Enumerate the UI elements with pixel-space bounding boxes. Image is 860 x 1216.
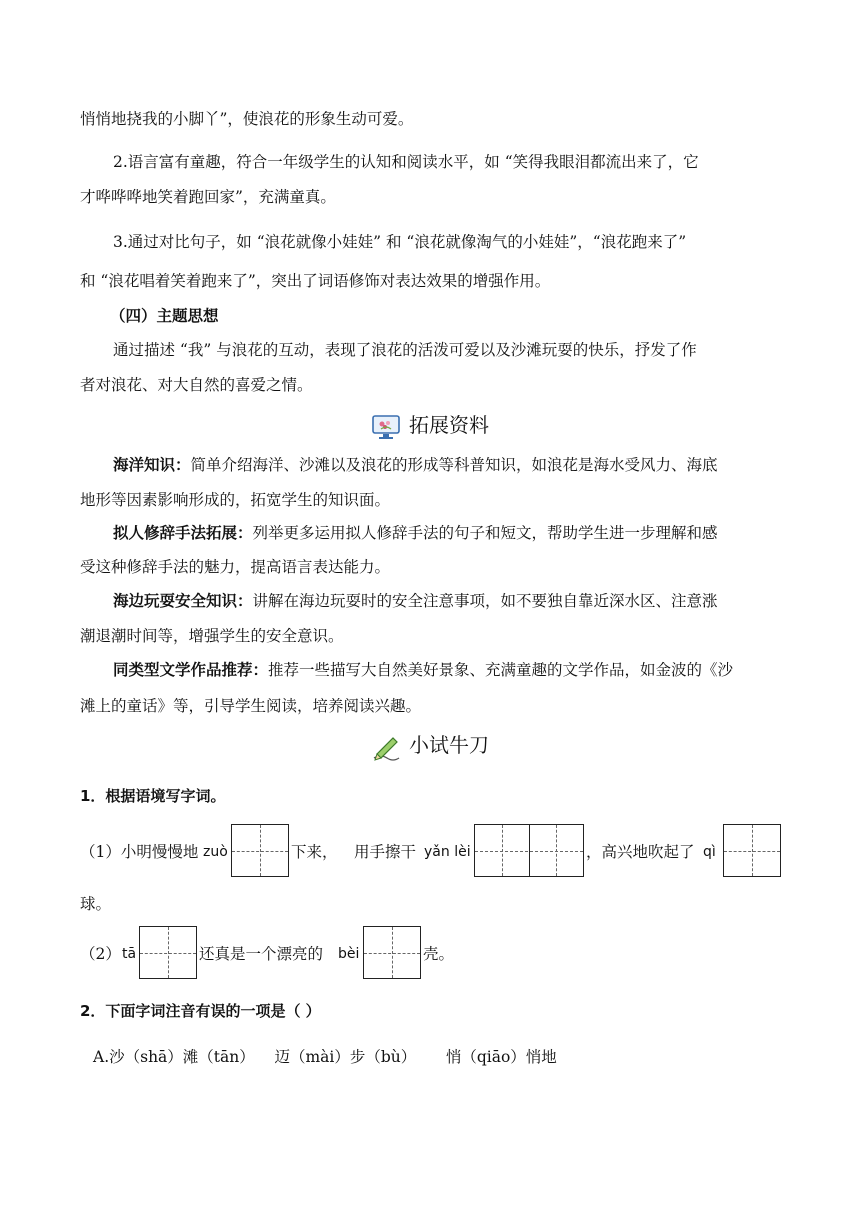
extension-item-safety xyxy=(113,590,815,612)
extension-item-label: 海洋知识： xyxy=(113,455,191,474)
q1-s2-text-c: 壳。 xyxy=(423,945,455,963)
q1-s1-text-b: 下来， xyxy=(291,843,338,861)
q1-s2-pinyin-2: bèi xyxy=(338,946,360,962)
analysis-paragraph-1: 悄悄地挠我的小脚丫”，使浪花的形象生动可爱。 xyxy=(80,110,414,128)
monitor-icon xyxy=(371,414,401,440)
extension-item-text: 推荐一些描写大自然美好景象、充满童趣的文学作品，如金波的《沙 xyxy=(268,661,734,679)
q1-s2-answer-box-2[interactable] xyxy=(363,926,421,979)
extension-item-text: 讲解在海边玩耍时的安全注意事项，如不要独自靠近深水区、注意涨 xyxy=(252,592,718,610)
q1-s1-pinyin-3: qì xyxy=(703,844,716,860)
extension-title: 拓展资料 xyxy=(409,413,489,437)
extension-item-text: 列举更多运用拟人修辞手法的句子和短文，帮助学生进一步理解和感 xyxy=(252,524,718,542)
extension-item-ocean xyxy=(113,454,815,476)
q1-s2-text-a: （2） xyxy=(80,945,121,963)
extension-heading xyxy=(0,410,860,440)
extension-item-ocean-line-2: 地形等因素影响形成的，拓宽学生的知识面。 xyxy=(80,491,391,509)
extension-item-safety-line-2: 潮退潮时间等，增强学生的安全意识。 xyxy=(80,627,344,645)
extension-item-personification-line-2: 受这种修辞手法的魅力，提高语言表达能力。 xyxy=(80,558,391,576)
extension-item-label: 拟人修辞手法拓展： xyxy=(113,523,253,542)
theme-line-2: 者对浪花、对大自然的喜爱之情。 xyxy=(80,376,313,394)
analysis-paragraph-3-line-1: 3.通过对比句子，如 “浪花就像小娃娃” 和 “浪花就像淘气的小娃娃”，“浪花跑来了” xyxy=(113,233,687,251)
question-2-option-a: A.沙（shā）滩（tān） 迈（mài）步（bù） 悄（qiāo）悄地 xyxy=(93,1048,557,1066)
q1-s2-pinyin-1: tā xyxy=(122,946,137,962)
extension-item-reading xyxy=(113,659,815,681)
q1-s1-answer-box-1[interactable] xyxy=(231,824,289,877)
analysis-paragraph-3-line-2: 和 “浪花唱着笑着跑来了”，突出了词语修饰对表达效果的增强作用。 xyxy=(80,272,551,290)
q1-s1-answer-box-2[interactable] xyxy=(474,824,584,877)
practice-heading xyxy=(0,730,860,760)
theme-line-1: 通过描述 “我” 与浪花的互动，表现了浪花的活泼可爱以及沙滩玩耍的快乐，抒发了作 xyxy=(113,341,697,359)
q1-s1-text-e: 球。 xyxy=(80,895,112,913)
q1-s1-pinyin-1: zuò xyxy=(203,844,228,860)
theme-heading: （四）主题思想 xyxy=(110,306,219,325)
practice-title: 小试牛刀 xyxy=(409,733,489,757)
extension-item-text: 简单介绍海洋、沙滩以及浪花的形成等科普知识，如浪花是海水受风力、海底 xyxy=(190,456,718,474)
q1-s1-text-c: 用手擦干 xyxy=(354,843,417,861)
question-2-title: 2．下面字词注音有误的一项是（ ） xyxy=(80,1002,321,1020)
analysis-paragraph-2-line-2: 才哗哗哗地笑着跑回家”，充满童真。 xyxy=(80,188,336,206)
extension-item-label: 海边玩耍安全知识： xyxy=(113,591,253,610)
extension-item-personification xyxy=(113,522,815,544)
extension-item-reading-line-2: 滩上的童话》等，引导学生阅读，培养阅读兴趣。 xyxy=(80,697,422,715)
q1-s1-pinyin-2: yǎn lèi xyxy=(424,844,471,860)
pen-writing-icon xyxy=(371,734,401,760)
q1-s2-answer-box-1[interactable] xyxy=(139,926,197,979)
analysis-paragraph-2-line-1: 2.语言富有童趣，符合一年级学生的认知和阅读水平，如 “笑得我眼泪都流出来了，它 xyxy=(113,153,699,171)
q1-s1-text-a: （1）小明慢慢地 xyxy=(80,843,199,861)
extension-item-label: 同类型文学作品推荐： xyxy=(113,660,269,679)
q1-s2-text-b: 还真是一个漂亮的 xyxy=(199,945,324,963)
question-1-title: 1．根据语境写字词。 xyxy=(80,787,226,805)
q1-s1-answer-box-3[interactable] xyxy=(723,824,781,877)
q1-s1-text-d: ，高兴地吹起了 xyxy=(586,843,695,861)
